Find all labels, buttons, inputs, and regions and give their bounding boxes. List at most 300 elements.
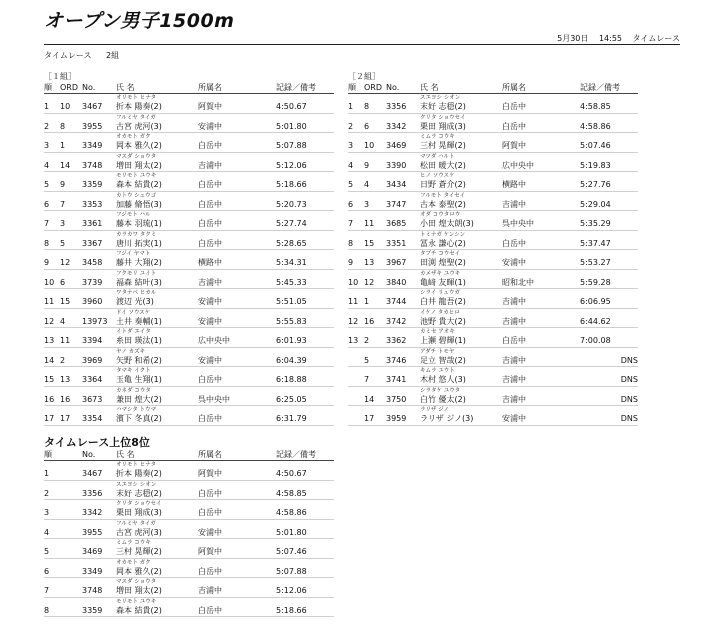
rank-cell: 2 [44,121,50,131]
team-cell: 白岳中 [198,141,222,150]
athlete-name-cell: 増田 翔太(2) [116,160,162,170]
bib-number-cell: 3394 [82,336,103,345]
heat-2-header [348,82,638,94]
ord-cell: 17 [60,414,71,423]
meta-date: 5月30日 [557,34,589,43]
athlete-name-cell: 足立 智哉(2) [420,355,466,365]
team-cell: 白岳中 [198,180,222,189]
record-cell: 4:58.86 [276,508,307,517]
record-cell: 4:50.67 [276,102,307,111]
name-reading: ハマシタ トウマ [116,407,157,413]
table-row [348,231,638,251]
rank-cell: 7 [348,219,354,228]
team-cell: 安浦中 [198,316,222,326]
team-cell: 吉浦中 [502,355,526,365]
rank-cell: 3 [44,141,50,150]
ord-cell: 15 [364,238,375,248]
record-cell: 5:19.83 [580,160,611,170]
name-reading: フルモト タイセイ [420,192,466,199]
rank-cell: 1 [44,469,50,478]
team-cell: 白岳中 [198,605,222,615]
bib-number-cell: 3469 [386,141,407,150]
bib-number-cell: 3342 [82,508,103,517]
ord-cell: 4 [60,316,66,326]
rank-cell: 13 [348,336,359,345]
heat-2-rows [348,94,638,426]
col-rank: 順 [44,450,52,459]
team-cell: 白岳中 [198,199,222,209]
ord-cell: 4 [364,180,370,189]
name-reading: オリモト ヒナタ [116,95,156,101]
ord-cell: 14 [364,394,375,404]
team-cell: 白岳中 [198,219,222,228]
ord-cell: 5 [364,355,370,365]
rank-cell: 4 [44,160,50,170]
athlete-name-cell: 栗田 翔成(3) [420,121,466,131]
bib-number-cell: 3750 [386,394,407,404]
ord-cell: 1 [364,297,370,306]
athlete-name-cell: 小田 煌太朗(3) [420,219,474,228]
bib-number-cell: 3741 [386,375,407,384]
record-cell: 5:37.47 [580,238,611,248]
team-cell: 安浦中 [198,297,222,306]
table-row [44,289,334,309]
name-reading: マスダ ショウタ [116,579,157,585]
athlete-name-cell: 白竹 優太(2) [420,394,466,404]
rank-cell: 10 [44,277,55,287]
team-cell: 吉浦中 [502,316,526,326]
table-row [348,153,638,173]
athlete-name-cell: 冨永 謙心(2) [420,238,466,248]
col-ord: ORD [60,83,79,92]
bib-number-cell: 3362 [386,336,407,345]
ord-cell: 10 [60,102,71,111]
bib-number-cell: 3367 [82,238,103,248]
bib-number-cell: 3356 [82,488,103,498]
athlete-name-cell: 古宮 虎河(3) [116,121,162,131]
record-cell: 5:28.65 [276,238,307,248]
team-cell: 呉中央中 [502,219,534,228]
record-cell: 5:07.88 [276,566,307,576]
name-reading: ラリザ ジノ [420,407,449,413]
table-row [348,406,638,426]
table-row [44,309,334,329]
name-reading: キムラ ユウト [420,368,455,374]
heat-2-table [348,72,638,426]
table-row [348,94,638,114]
ord-cell: 3 [364,199,370,209]
record-cell: 5:07.88 [276,141,307,150]
table-row [348,348,638,368]
team-cell: 安浦中 [198,355,222,365]
athlete-name-cell: 玉亀 生翔(1) [116,375,162,384]
name-reading: ヤノ カズキ [116,348,146,355]
table-row [348,270,638,290]
name-reading: フルミヤ タイガ [116,114,156,121]
rank-cell: 5 [44,180,50,189]
bib-number-cell: 3359 [82,180,103,189]
athlete-name-cell: 兼田 煌大(2) [116,394,162,404]
bib-number-cell: 3746 [386,355,407,365]
ord-cell: 10 [364,141,375,150]
col-record: 記録／備考 [276,83,316,92]
record-cell: 5:01.80 [276,121,307,131]
table-row [44,461,334,481]
table-row [44,250,334,270]
ord-cell: 8 [60,121,66,131]
team-cell: 白岳中 [198,508,222,517]
record-cell: 5:12.06 [276,160,307,170]
record-cell: 4:58.85 [580,102,611,111]
meta-time: 14:55 [598,34,622,43]
bib-number-cell: 3349 [82,141,103,150]
team-cell: 白岳中 [502,336,526,345]
name-reading: シラタケ ユウタ [420,387,461,394]
rank-cell: 3 [44,508,50,517]
record-cell: 5:12.06 [276,586,307,595]
ord-cell: 17 [364,414,375,423]
bib-number-cell: 3390 [386,160,407,170]
team-cell: 白岳中 [198,375,222,384]
rank-cell: 6 [348,199,354,209]
rank-cell: 3 [348,141,354,150]
col-no: No. [82,450,96,459]
table-row [348,192,638,212]
ord-cell: 11 [60,336,71,345]
name-reading: スエヨシ シオン [116,481,157,488]
name-reading: オカモト ガク [116,559,151,566]
athlete-name-cell: 福森 結叶(3) [116,277,162,287]
record-cell: 6:18.88 [276,375,307,384]
team-cell: 呉中央中 [198,394,230,404]
top8-rows [44,461,334,617]
record-cell: 6:06.95 [580,297,611,306]
bib-number-cell: 3969 [82,355,103,365]
team-cell: 昭和北中 [502,277,534,287]
rank-cell: 7 [44,219,50,228]
name-reading: スエヨシ シオン [420,95,461,101]
athlete-name-cell: 藤本 羽琉(1) [116,219,162,228]
table-row [44,270,334,290]
rank-cell: 11 [44,297,55,306]
rank-cell: 4 [44,527,50,537]
rank-cell: 13 [44,336,55,345]
rank-cell: 12 [348,316,359,326]
table-row [44,94,334,114]
record-cell: 5:18.66 [276,180,307,189]
bib-number-cell: 3349 [82,566,103,576]
name-reading: シライ リュウガ [420,290,460,296]
team-cell: 広中央中 [502,160,534,170]
athlete-name-cell: 折本 陽奏(2) [116,469,162,478]
name-reading: カネダ コウタ [116,387,151,394]
name-reading: オリモト ヒナタ [116,462,156,468]
team-cell: 安浦中 [198,121,222,131]
ord-cell: 12 [60,258,71,267]
ord-cell: 12 [364,277,375,287]
col-no: No. [386,83,400,92]
ord-cell: 13 [364,258,375,267]
athlete-name-cell: 末好 志穏(2) [420,102,466,111]
top8-table [44,437,334,617]
athlete-name-cell: 日野 蒼介(2) [420,180,466,189]
team-cell: 白岳中 [502,102,526,111]
top8-title: タイムレース上位8位 [44,436,150,449]
table-row [44,328,334,348]
meta-line [549,33,680,44]
col-rank: 順 [348,83,356,92]
team-cell: 阿賀中 [198,547,222,556]
rank-cell: 6 [44,199,50,209]
table-row [348,211,638,231]
bib-number-cell: 3742 [386,316,407,326]
athlete-name-cell: 田渕 煌聖(2) [420,258,466,267]
name-reading: カメザキ ユウキ [420,270,461,277]
bib-number-cell: 3748 [82,160,103,170]
name-reading: タブチ コウセイ [420,251,461,257]
rank-cell: 11 [348,297,359,306]
athlete-name-cell: 木村 悠人(3) [420,375,466,384]
table-row [44,520,334,540]
record-cell: DNS [620,355,638,365]
athlete-name-cell: 岡本 雅久(2) [116,566,162,576]
record-cell: 6:31.79 [276,414,307,423]
athlete-name-cell: 濱下 冬真(2) [116,414,162,423]
rank-cell: 7 [44,586,50,595]
athlete-name-cell: 松田 暖大(2) [420,160,466,170]
team-cell: 吉浦中 [502,375,526,384]
record-cell: 6:44.62 [580,316,611,326]
bib-number-cell: 3685 [386,219,407,228]
col-record: 記録／備考 [276,450,316,459]
col-team: 所属名 [198,450,222,459]
ord-cell: 16 [60,394,71,404]
team-cell: 安浦中 [198,527,222,537]
athlete-name-cell: 末好 志穏(2) [116,488,162,498]
table-row [348,133,638,153]
rank-cell: 1 [348,102,354,111]
team-cell: 吉浦中 [502,297,526,306]
record-cell: 5:55.83 [276,316,307,326]
bib-number-cell: 3467 [82,102,103,111]
record-cell: 6:25.05 [276,394,307,404]
bib-number-cell: 3361 [82,219,103,228]
name-reading: フジモト ハル [116,212,151,218]
team-cell: 吉浦中 [502,394,526,404]
ord-cell: 15 [60,297,71,306]
ord-cell: 8 [364,102,370,111]
col-ord: ORD [364,83,383,92]
record-cell: 4:58.86 [580,121,611,131]
table-row [44,559,334,579]
record-cell: 5:45.33 [276,277,307,287]
table-row [44,539,334,559]
team-cell: 白岳中 [198,566,222,576]
table-row [44,172,334,192]
table-row [348,289,638,309]
athlete-name-cell: 藤井 大翔(2) [116,258,162,267]
col-name: 氏 名 [420,83,439,92]
record-cell: DNS [620,414,638,423]
rank-cell: 8 [44,238,50,248]
record-cell: DNS [620,394,638,404]
top8-header [44,449,334,461]
record-cell: 5:51.05 [276,297,307,306]
record-cell: 5:53.27 [580,258,611,267]
team-cell: 白岳中 [502,238,526,248]
team-cell: 吉浦中 [198,277,222,287]
name-reading: カトウ シュウゴ [116,192,157,199]
athlete-name-cell: 森本 結貴(2) [116,605,162,615]
bib-number-cell: 3351 [386,238,407,248]
record-cell: 5:07.46 [276,547,307,556]
rank-cell: 2 [44,488,50,498]
table-row [348,387,638,407]
athlete-name-cell: 三村 晃輝(2) [116,547,162,556]
record-cell: 5:59.28 [580,277,611,287]
team-cell: 白岳中 [198,414,222,423]
ord-cell: 13 [60,375,71,384]
rank-cell: 8 [44,605,50,615]
name-reading: カミセ アオキ [420,329,455,335]
rank-cell: 17 [44,414,55,423]
bib-number-cell: 3467 [82,469,103,478]
team-cell: 横路中 [198,258,222,267]
col-team: 所属名 [502,83,526,92]
name-reading: アダチ トモヤ [420,348,455,355]
ord-cell: 9 [60,180,66,189]
athlete-name-cell: 亀﨑 友暉(1) [420,277,466,287]
table-row [348,250,638,270]
name-reading: ミムラ コウキ [420,134,455,140]
team-cell: 吉浦中 [198,586,222,595]
name-reading: マスダ ショウタ [116,153,157,160]
table-row [348,309,638,329]
name-reading: モリモト ユウキ [116,173,157,179]
name-reading: クリタ ショウセイ [420,114,466,121]
table-row [44,192,334,212]
rank-cell: 5 [348,180,354,189]
ord-cell: 6 [60,277,66,287]
bib-number-cell: 3748 [82,586,103,595]
table-row [44,211,334,231]
name-reading: マツダ ハルト [420,153,455,160]
team-cell: 白岳中 [198,488,222,498]
bib-number-cell: 3967 [386,258,407,267]
heat-1-header [44,82,334,94]
athlete-name-cell: 栗田 翔成(3) [116,508,162,517]
table-row [44,153,334,173]
team-cell: 阿賀中 [502,141,526,150]
record-cell: 4:58.85 [276,488,307,498]
bib-number-cell: 3955 [82,121,103,131]
athlete-name-cell: 折本 陽奏(2) [116,102,162,111]
athlete-name-cell: 上瀬 碧輝(1) [420,336,466,345]
col-rank: 順 [44,83,52,92]
record-cell: 6:01.93 [276,336,307,345]
team-cell: 阿賀中 [198,469,222,478]
bib-number-cell: 3356 [386,102,407,111]
table-row [348,114,638,134]
rank-cell: 8 [348,238,354,248]
col-name: 氏 名 [116,450,135,459]
bib-number-cell: 3739 [82,277,103,287]
athlete-name-cell: ラリザ ジノ(3) [420,414,474,423]
athlete-name-cell: 岡本 雅久(2) [116,141,162,150]
name-reading: カラカワ タクミ [116,231,157,238]
heat-1-title: ［１組］ [44,72,76,81]
athlete-name-cell: 古宮 虎河(3) [116,527,162,537]
team-cell: 白岳中 [198,238,222,248]
table-row [44,578,334,598]
name-reading: トミナガ ケンシン [420,231,466,238]
name-reading: オカモト ガク [116,134,151,140]
team-cell: 吉浦中 [198,160,222,170]
athlete-name-cell: 白井 龍吾(2) [420,297,466,306]
athlete-name-cell: 糸田 瑛汰(1) [116,336,162,345]
record-cell: 5:34.31 [276,258,307,267]
table-row [44,387,334,407]
bib-number-cell: 13973 [82,316,108,326]
ord-cell: 7 [364,375,370,384]
ord-cell: 9 [364,160,370,170]
record-cell: 5:27.76 [580,180,611,189]
ord-cell: 7 [60,199,66,209]
name-reading: ヒノ ソウスケ [420,173,455,179]
bib-number-cell: 3458 [82,258,103,267]
name-reading: ドイ ソウスケ [116,309,151,316]
name-reading: フルミヤ タイガ [116,520,156,527]
ord-cell: 11 [364,219,375,228]
table-row [44,481,334,501]
record-cell: 6:04.39 [276,355,307,365]
bib-number-cell: 3434 [386,180,407,189]
athlete-name-cell: 池野 貴大(2) [420,316,466,326]
rank-cell: 2 [348,121,354,131]
rank-cell: 6 [44,566,50,576]
team-cell: 横路中 [502,180,526,189]
rank-cell: 16 [44,394,55,404]
team-cell: 広中央中 [198,336,230,345]
table-row [44,598,334,618]
heat-1-table [44,72,334,426]
page-title: オープン男子1500m [44,10,235,32]
name-reading: フクモリ ユイト [116,270,157,277]
bib-number-cell: 3342 [386,121,407,131]
table-row [348,328,638,348]
team-cell: 吉浦中 [502,199,526,209]
rank-cell: 4 [348,160,354,170]
record-cell: 7:00.08 [580,336,611,345]
meta-kind: タイムレース [632,34,680,43]
ord-cell: 16 [364,316,375,326]
heat-2-title: ［２組］ [348,72,380,81]
athlete-name-cell: 唐川 拓実(1) [116,238,162,248]
rank-cell: 14 [44,355,55,365]
ord-cell: 6 [364,121,370,131]
table-row [44,133,334,153]
name-reading: イトダ エイタ [116,329,151,335]
table-row [44,231,334,251]
ord-cell: 2 [60,355,66,365]
athlete-name-cell: 渡辺 光(3) [116,297,154,306]
ord-cell: 14 [60,160,71,170]
athlete-name-cell: 古本 泰聖(2) [420,199,466,209]
bib-number-cell: 3840 [386,277,407,287]
bib-number-cell: 3744 [386,297,407,306]
bib-number-cell: 3469 [82,547,103,556]
athlete-name-cell: 矢野 和希(2) [116,355,162,365]
